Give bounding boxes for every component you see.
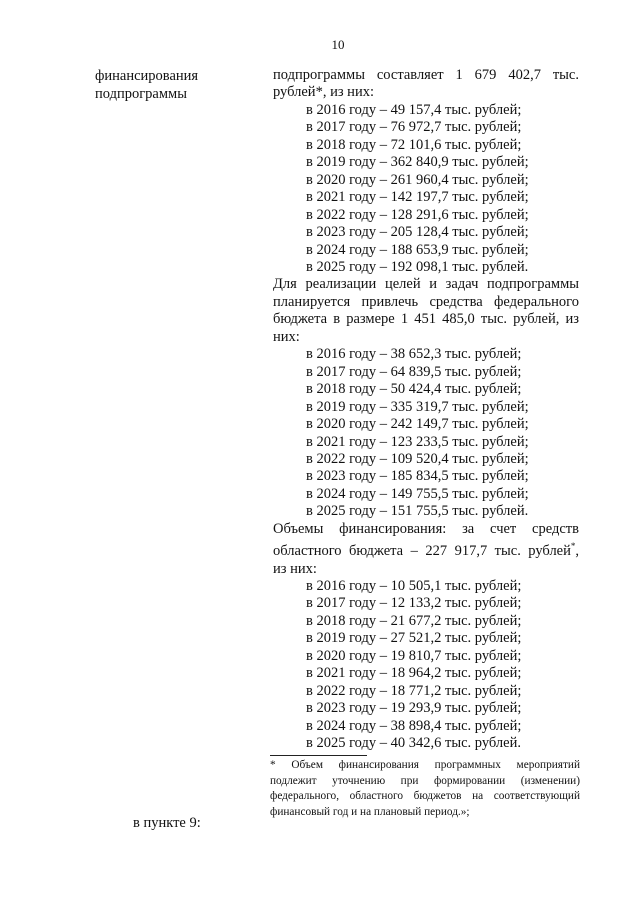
list-item: в 2022 году – 18 771,2 тыс. рублей;: [306, 682, 522, 699]
list-item: в 2016 году – 49 157,4 тыс. рублей;: [306, 101, 522, 118]
list-item: в 2025 году – 192 098,1 тыс. рублей.: [306, 258, 529, 275]
footnote-line: * Объем финансирования программных мероприятий: [270, 759, 580, 771]
list-item: в 2023 году – 205 128,4 тыс. рублей;: [306, 224, 529, 241]
year-list: [273, 578, 579, 753]
list-item: в 2023 году – 19 293,9 тыс. рублей;: [306, 700, 522, 717]
row-label: [95, 67, 265, 103]
paragraph-punct: ,: [575, 543, 579, 560]
list-item: в 2018 году – 21 677,2 тыс. рублей;: [306, 612, 522, 629]
year-list: [273, 346, 579, 521]
section-total: [273, 67, 579, 276]
paragraph-line: планируется привлечь средства федерального: [273, 293, 579, 310]
list-item: в 2025 году – 40 342,6 тыс. рублей.: [306, 735, 521, 752]
paragraph-line: подпрограммы составляет 1 679 402,7 тыс.: [273, 67, 579, 83]
footnote-line: финансовый год и на плановый период.»;: [270, 805, 470, 818]
footnote-marker: *: [570, 541, 576, 552]
list-item: в 2019 году – 27 521,2 тыс. рублей;: [306, 630, 522, 647]
row-value: [273, 67, 579, 753]
section-heading: в пункте 9:: [133, 815, 201, 831]
list-item: в 2017 году – 64 839,5 тыс. рублей;: [306, 363, 522, 380]
row-label-line: подпрограммы: [95, 86, 187, 102]
list-item: в 2024 году – 38 898,4 тыс. рублей;: [306, 717, 522, 734]
list-item: в 2022 году – 109 520,4 тыс. рублей;: [306, 450, 529, 467]
paragraph-line: Для реализации целей и задач подпрограммы: [273, 276, 579, 293]
section-federal: [273, 276, 579, 520]
paragraph-line: рублей*, из них:: [273, 84, 374, 101]
paragraph-text: областного бюджета – 227 917,7 тыс. рублей: [273, 543, 571, 560]
paragraph-line: [273, 538, 579, 560]
list-item: в 2019 году – 335 319,7 тыс. рублей;: [306, 398, 529, 415]
section-regional: [273, 521, 579, 753]
footnote: [270, 758, 580, 820]
footnote-line: федерального, областного бюджетов на соответствующий: [270, 790, 580, 802]
list-item: в 2025 году – 151 755,5 тыс. рублей.: [306, 503, 529, 520]
list-item: в 2018 году – 50 424,4 тыс. рублей;: [306, 381, 522, 398]
footnote-line: подлежит уточнению при формировании (изменении): [270, 774, 580, 787]
paragraph-line: бюджета в размере 1 451 485,0 тыс. рублей, из: [273, 311, 579, 328]
page-number: 10: [331, 37, 345, 52]
paragraph-line: из них:: [273, 560, 317, 577]
paragraph-line: Объемы финансирования: за счет средств: [273, 520, 579, 537]
list-item: в 2023 году – 185 834,5 тыс. рублей;: [306, 468, 529, 485]
footnote-divider: [270, 755, 367, 756]
list-item: в 2024 году – 188 653,9 тыс. рублей;: [306, 241, 529, 258]
list-item: в 2021 году – 142 197,7 тыс. рублей;: [306, 189, 529, 206]
list-item: в 2020 году – 261 960,4 тыс. рублей;: [306, 171, 529, 188]
list-item: в 2017 году – 76 972,7 тыс. рублей;: [306, 119, 522, 136]
list-item: в 2018 году – 72 101,6 тыс. рублей;: [306, 136, 522, 153]
list-item: в 2016 году – 38 652,3 тыс. рублей;: [306, 346, 522, 363]
year-list: [273, 102, 579, 277]
list-item: в 2021 году – 123 233,5 тыс. рублей;: [306, 433, 529, 450]
list-item: в 2016 году – 10 505,1 тыс. рублей;: [306, 577, 522, 594]
list-item: в 2022 году – 128 291,6 тыс. рублей;: [306, 206, 529, 223]
list-item: в 2017 году – 12 133,2 тыс. рублей;: [306, 595, 522, 612]
paragraph-line: них:: [273, 328, 300, 345]
list-item: в 2021 году – 18 964,2 тыс. рублей;: [306, 665, 522, 682]
list-item: в 2019 году – 362 840,9 тыс. рублей;: [306, 154, 529, 171]
row-label-line: финансирования: [95, 68, 199, 84]
list-item: в 2020 году – 242 149,7 тыс. рублей;: [306, 416, 529, 433]
list-item: в 2024 году – 149 755,5 тыс. рублей;: [306, 485, 529, 502]
list-item: в 2020 году – 19 810,7 тыс. рублей;: [306, 647, 522, 664]
